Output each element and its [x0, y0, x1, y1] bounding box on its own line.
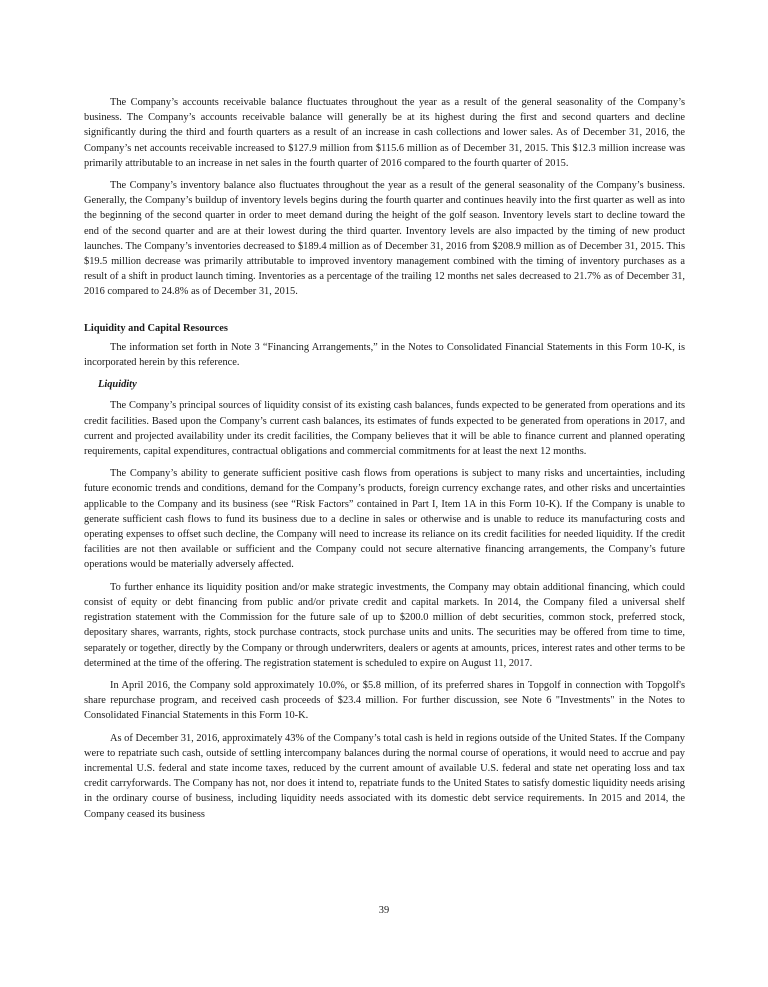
topgolf-sale-paragraph: In April 2016, the Company sold approximately 10.0%, or $5.8 million, of its preferred shares in Topgolf in connection with Topgolf's share repurchase program, and received cash proceeds of $23.4 million. For further discussion, see Note 6 "Investments" in the Notes to Consolidated Financial Statements in this Form 10-K. — [84, 679, 685, 722]
section-intro-paragraph: The information set forth in Note 3 “Financing Arrangements,” in the Notes to Consolidated Financial Statements in this Form 10-K, is incorporated herein by this reference. — [84, 341, 685, 369]
receivables-paragraph: The Company’s accounts receivable balance fluctuates throughout the year as a result of the general seasonality of the Company’s business. The Company’s accounts receivable balance will generally be at its highest during the first and second quarters and decline significantly during the third and fourth quarters as a result of an increase in cash collections and lower sales. As of December 31, 2016, the Company’s net accounts receivable increased to $127.9 million from $115.6 million as of December 31, 2015. This $12.3 million increase was primarily attributable to an increase in net sales in the fourth quarter of 2016 compared to the fourth quarter of 2015. — [84, 97, 685, 169]
inventory-paragraph: The Company’s inventory balance also fluctuates throughout the year as a result of the general seasonality of the Company’s business. Generally, the Company’s buildup of inventory levels begins during the fourth quarter and continues heavily into the first quarter as well as into the beginning of the second quarter in order to meet demand during the height of the golf season. Inventory levels start to decline toward the end of the second quarter and are at their lowest during the third quarter. Inventory levels are also impacted by the timing of new product launches. The Company’s inventories decreased to $189.4 million as of December 31, 2016 from $208.9 million as of December 31, 2015. This $19.5 million decrease was primarily attributable to improved inventory management combined with the timing of inventory purchases as a result of a shift in product launch timing. Inventories as a percentage of the trailing 12 months net sales decreased to 21.7% as of December 31, 2016 compared to 24.8% as of December 31, 2015. — [84, 180, 685, 298]
subsection-heading: Liquidity — [98, 379, 137, 391]
cash-flow-risks-paragraph: The Company’s ability to generate sufficient positive cash flows from operations is subject to many risks and uncertainties, including future economic trends and conditions, demand for the Company’s products, foreign currency exchange rates, and other risks and uncertainties applicable to the Company and its business (see “Risk Factors” contained in Part I, Item 1A in this Form 10-K). If the Company is unable to generate sufficient cash flows to fund its business due to a decline in sales or otherwise and is unable to reduce its manufacturing costs and operating expenses to offset such decline, the Company will need to increase its reliance on its credit facilities for needed liquidity. If the credit facilities are not then available or sufficient and the Company could not secure alternative financing arrangements, the Company’s future operations would be materially adversely affected. — [84, 468, 685, 571]
foreign-cash-paragraph: As of December 31, 2016, approximately 43% of the Company’s total cash is held in regions outside of the United States. If the Company were to repatriate such cash, outside of settling intercompany balances during the normal course of operations, it would need to accrue and pay incremental U.S. federal and state income taxes, reduced by the current amount of available U.S. federal and state net operating loss and tax credit carryforwards. The Company has not, nor does it intend to, repatriate funds to the United States to satisfy domestic liquidity needs arising in the ordinary course of business, including liquidity needs associated with its domestic debt service requirements. In 2015 and 2014, the Company ceased its business — [84, 732, 685, 820]
document-page — [84, 95, 685, 829]
additional-financing-paragraph: To further enhance its liquidity position and/or make strategic investments, the Company may obtain additional financing, which could consist of equity or debt financing from public and/or private credit and capital markets. In 2014, the Company filed a universal shelf registration statement with the Commission for the future sale of up to $200.0 million of debt securities, common stock, preferred stock, depositary shares, warrants, rights, stock purchase contracts, stock purchase units and units. The securities may be offered from time to time, separately or together, directly by the Company or through underwriters, dealers or agents at amounts, prices, interest rates and other terms to be determined at the time of the offering. The registration statement is scheduled to expire on August 11, 2017. — [84, 581, 685, 669]
page-number: 39 — [378, 905, 390, 916]
section-heading: Liquidity and Capital Resources — [84, 322, 228, 334]
section-spacer — [84, 307, 685, 321]
liquidity-sources-paragraph: The Company’s principal sources of liquidity consist of its existing cash balances, funds expected to be generated from operations and its credit facilities. Based upon the Company’s current cash balances, its estimates of funds expected to be generated from operations in 2017, and current and projected availability under its credit facilities, the Company believes that it will be able to finance current and planned operating requirements, capital expenditures, contractual obligations and commercial commitments for at least the next 12 months. — [84, 400, 685, 458]
